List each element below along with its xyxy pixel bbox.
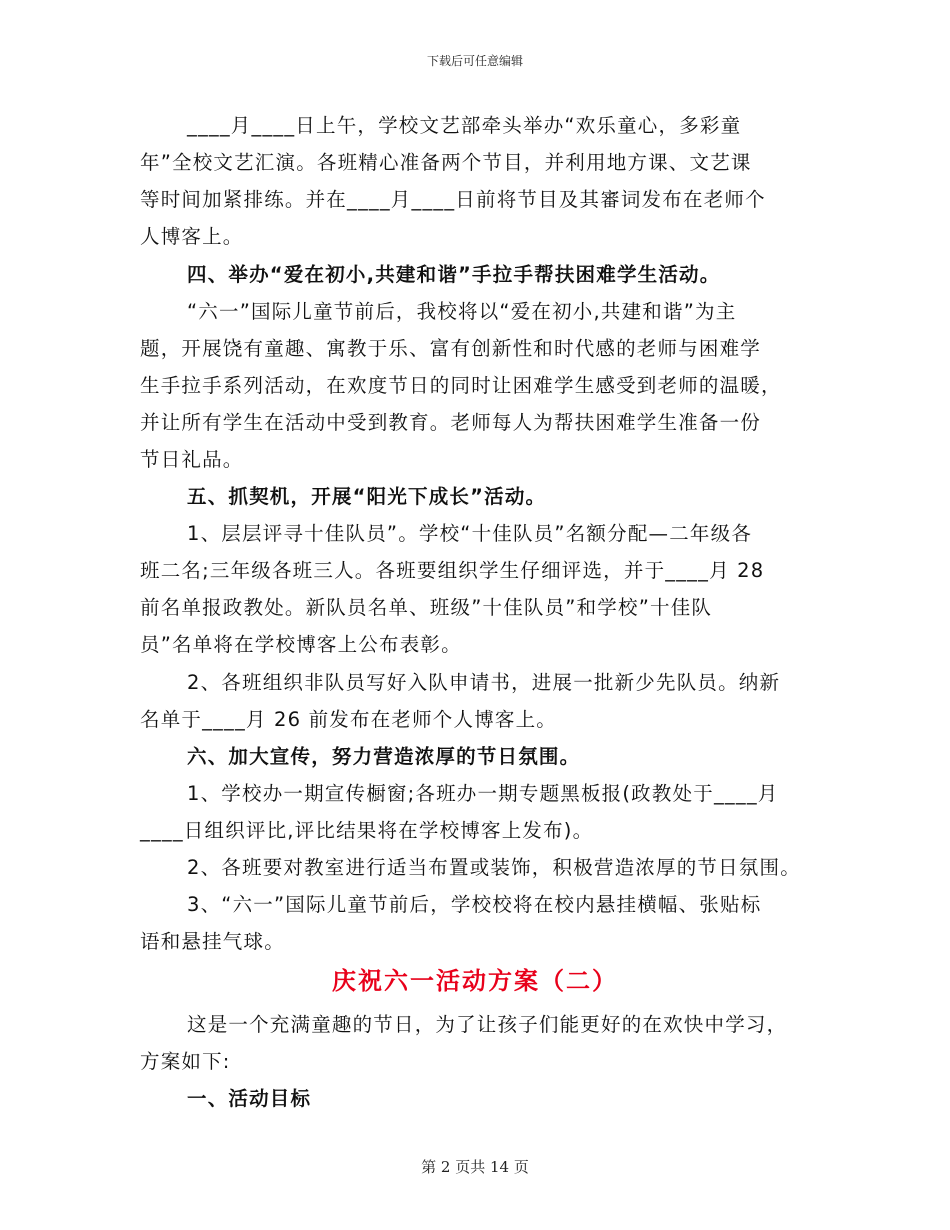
text-line: 等时间加紧排练。并在____月____日前将节目及其審词发布在老师个: [140, 188, 766, 211]
text-line: ____月____日上午，学校文艺部牵头举办“欢乐童心，多彩童: [187, 114, 742, 137]
text-line: 前名单报政教处。新队员名单、班级”十佳队员”和学校”十佳队: [140, 596, 713, 619]
text-line: 年”全校文艺汇演。各班精心准备两个节目，并利用地方课、文艺课: [140, 151, 752, 174]
text-line: 题，开展饶有童趣、寓教于乐、富有创新性和时代感的老师与困难学: [140, 337, 762, 360]
text-line: “六一”国际儿童节前后，我校将以“爱在初小,共建和谐”为主: [187, 300, 737, 323]
section-heading: 一、活动目标: [187, 1087, 312, 1110]
section-heading: 五、抓契机，开展“阳光下成长”活动。: [187, 485, 547, 508]
text-line: 方案如下:: [140, 1050, 231, 1073]
text-line: 节日礼品。: [140, 448, 244, 471]
text-line: 班二名;三年级各班三人。各班要组织学生仔细评选，并于____月 28: [140, 559, 765, 582]
section-title: 庆祝六一活动方案（二）: [332, 967, 618, 995]
text-line: 1、学校办一期宣传橱窗;各班办一期专题黑板报(政教处于____月: [187, 782, 779, 805]
text-line: 这是一个充满童趣的节日，为了让孩子们能更好的在欢快中学习，: [187, 1013, 788, 1036]
text-line: 2、各班要对教室进行适当布置或装饰，积极营造浓厚的节日氛围。: [187, 856, 801, 879]
text-line: 员”名单将在学校博客上公布表彰。: [140, 633, 462, 656]
text-line: 2、各班组织非队员写好入队申请书，进展一批新少先队员。纳新: [187, 671, 781, 694]
section-heading: 四、举办“爱在初小,共建和谐”手拉手帮扶困难学生活动。: [187, 263, 721, 286]
page-footer: 第 2 页共 14 页: [421, 1158, 529, 1176]
section-heading: 六、加大宣传，努力营造浓厚的节日氛围。: [187, 745, 581, 768]
text-line: 并让所有学生在活动中受到教育。老师每人为帮扶困难学生准备一份: [140, 411, 762, 434]
text-line: 生手拉手系列活动，在欢度节日的同时让困难学生感受到老师的温暖，: [140, 374, 782, 397]
text-line: 3、“六一”国际儿童节前后，学校校将在校内悬挂横幅、张贴标: [187, 893, 762, 916]
text-line: 人博客上。: [140, 225, 244, 248]
text-line: 语和悬挂气球。: [140, 930, 285, 953]
text-line: 名单于____月 26 前发布在老师个人博客上。: [140, 708, 558, 731]
page-header: 下载后可任意编辑: [426, 54, 523, 68]
text-line: ____日组织评比,评比结果将在学校博客上发布)。: [140, 819, 594, 842]
text-line: 1、层层评寻十佳队员”。学校“十佳队员”名额分配—二年级各: [187, 522, 753, 545]
